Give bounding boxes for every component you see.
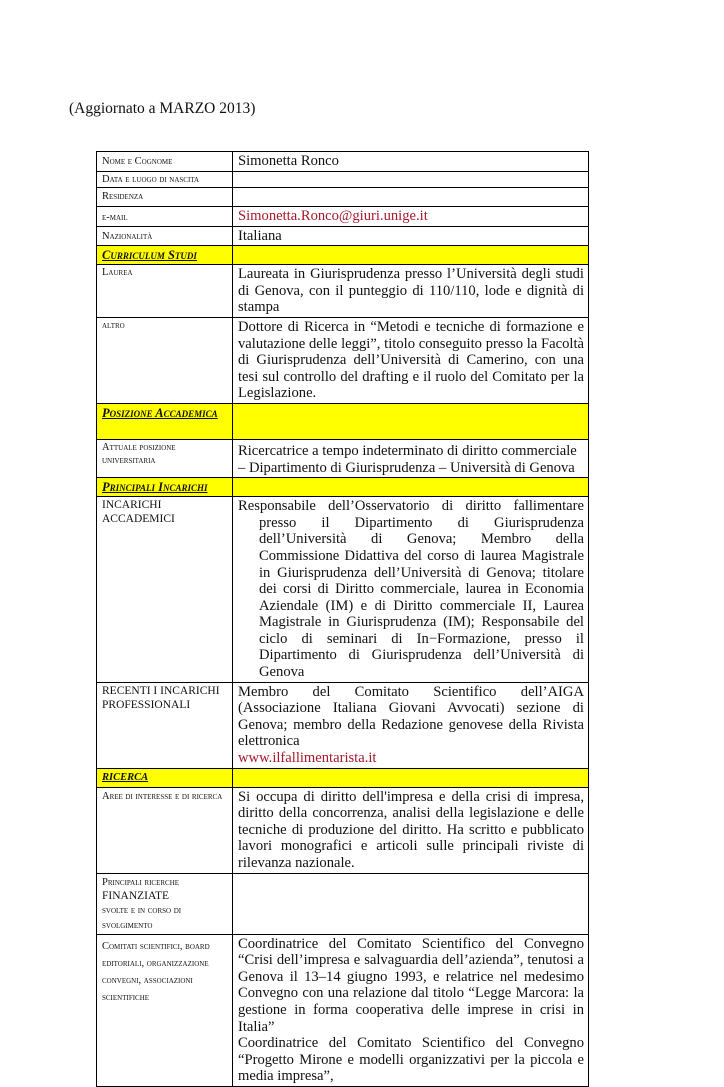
row-birth — [97, 172, 589, 188]
email-label: e-mail — [102, 212, 128, 223]
research-areas-value: Si occupa di diritto dell'impresa e della crisi di impresa, diritto della concorrenza, analisi della legislazione e delle tecniche di produzione del diritto. Ha scritto e pubblicato lavori monografici e articoli sulle principali riviste di rilevanza nazionale. — [238, 788, 584, 871]
funded-research-label-2: FINANZIATE — [102, 889, 170, 902]
row-other — [97, 317, 589, 403]
research-title: RICERCA — [102, 771, 149, 783]
research-areas-label: Aree di interesse e di ricerca — [102, 790, 223, 802]
professional-roles-value: Membro del Comitato Scientifico dell’AIGA (Associazione Italiana Giovani Avvocati) sezione di Genova; membro della Redazione genovese della Rivista elettronica — [238, 683, 584, 750]
value-cell — [233, 152, 589, 172]
funded-research-label-3: svolte e in corso di svolgimento — [102, 904, 182, 931]
current-position-label: Attuale posizione universitaria — [102, 441, 176, 466]
nationality-label: Nazionalità — [102, 230, 153, 242]
position-title: Posizione Accademica — [102, 405, 218, 420]
birth-label: Data e luogo di nascita — [102, 174, 200, 185]
academic-roles-value: Responsabile dell’Osservatorio di diritto fallimentare presso il Dipartimento di Giurisprudenza dell’Università di Genova; Membro della Commissione Didattiva del corso di laurea Magistrale in Giurisprudenza dell’Università di Genova; titolare dei corsi di Diritto commerciale, laurea in Economia Aziendale (IM) e di Diritto commerciale II, Laurea Magistrale in Giurisprudenza (IM); Responsabile del ciclo di seminari di In−Formazione, presso il Dipartimento di Giurisprudenza dell’Università di Genova — [238, 498, 584, 681]
other-label: altro — [102, 319, 125, 331]
name-value: Simonetta Ronco — [238, 153, 339, 169]
row-academic-roles — [97, 497, 589, 683]
committees-value-2: Coordinatrice del Comitato Scientifico del Convegno “Progetto Mirone e modelli organizzativi per la piccola e media impresa”, — [238, 1035, 584, 1085]
professional-roles-link[interactable]: www.ilfallimentarista.it — [238, 750, 377, 767]
degree-value: Laureata in Giurisprudenza presso l’Università degli studi di Genova, con il punteggio di 110/110, lode e dignità di stampa — [238, 266, 584, 316]
row-funded-research — [97, 873, 589, 934]
name-label: Nome e Cognome — [102, 156, 173, 167]
section-position — [97, 403, 589, 439]
section-incarichi — [97, 478, 589, 497]
professional-roles-label: RECENTI I INCARICHI PROFESSIONALI — [102, 684, 220, 711]
label-cell — [97, 152, 233, 172]
other-value: Dottore di Ricerca in “Metodi e tecniche di formazione e valutazione delle leggi”, titolo conseguito presso la Facoltà di Giurisprudenza dell’Università di Camerino, con una tesi sul controllo del drafting e il ruolo del Comitato per la Legislazione. — [238, 318, 584, 402]
committees-label: Comitati scientifici, board editoriali, organizzazione convegni, associazioni scientifiche — [102, 940, 210, 1003]
cv-table — [96, 151, 589, 1087]
section-research — [97, 768, 589, 787]
row-professional-roles — [97, 682, 589, 768]
email-link[interactable]: Simonetta.Ronco@giuri.unige.it — [238, 208, 428, 224]
incarichi-title: Principali Incarichi — [102, 480, 208, 495]
academic-roles-label: INCARICHI ACCADEMICI — [102, 499, 175, 526]
residence-label: Residenza — [102, 191, 144, 202]
row-email — [97, 207, 589, 227]
funded-research-label-1: Principali ricerche — [102, 876, 180, 888]
nationality-value: Italiana — [238, 227, 282, 244]
row-name — [97, 152, 589, 172]
row-degree — [97, 265, 589, 318]
row-residence — [97, 188, 589, 207]
update-date-note: (Aggiornato a MARZO 2013) — [69, 100, 256, 117]
row-committees — [97, 934, 589, 1086]
row-nationality — [97, 226, 589, 246]
curriculum-title: Curriculum Studi — [102, 248, 197, 263]
degree-label: Laurea — [102, 267, 133, 279]
row-current-position — [97, 439, 589, 477]
committees-value-1: Coordinatrice del Comitato Scientifico del Convegno “Crisi dell’impresa e salvaguardia dell’azienda”, tenutosi a Genova il 13–14 giugno 1993, e relatrice nel medesimo Convegno con una relazione dal titolo “Legge Marcora: la gestione in forma cooperativa delle imprese in crisi in Italia” — [238, 935, 584, 1035]
section-curriculum — [97, 246, 589, 265]
current-position-value: Ricercatrice a tempo indeterminato di diritto commerciale – Dipartimento di Giurisprudenza – Università di Genova — [238, 442, 577, 476]
row-research-areas — [97, 787, 589, 873]
